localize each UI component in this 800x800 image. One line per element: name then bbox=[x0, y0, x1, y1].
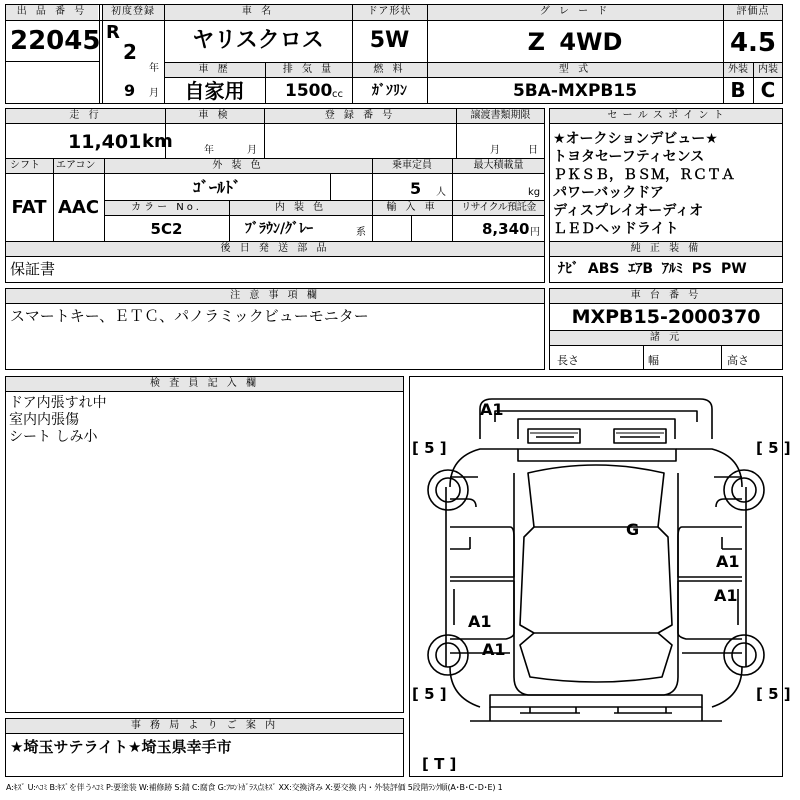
first-reg-label: 初度登録 bbox=[111, 6, 155, 17]
equipment: ﾅﾋﾞ ABS ｴｱB ｱﾙﾐ PS PW bbox=[558, 261, 747, 277]
damage-left-rear-quarter: A1 bbox=[482, 640, 506, 659]
model: 5BA-MXPB15 bbox=[512, 81, 638, 101]
damage-right-rear-door: A1 bbox=[714, 586, 738, 605]
exterior-grade: B bbox=[730, 78, 746, 102]
fuel: ｶﾞｿﾘﾝ bbox=[372, 83, 407, 99]
damage-diagram bbox=[409, 376, 791, 777]
km-unit: km bbox=[142, 131, 173, 152]
sales-point-3: ＰＫＳＢ，ＢＳＭ，ＲＣＴＡ bbox=[553, 167, 735, 183]
door-label: ドア形状 bbox=[367, 6, 412, 17]
interior-label: 内装 bbox=[758, 64, 778, 75]
reg-no-label: 登 録 番 号 bbox=[324, 110, 396, 121]
transfer-month-unit: 月 bbox=[490, 145, 500, 156]
body-right-side bbox=[676, 449, 746, 707]
notes-label: 注 意 事 項 欄 bbox=[230, 290, 320, 301]
trunk-panel bbox=[490, 695, 702, 707]
recycle-label: リサイクル預託金 bbox=[461, 202, 536, 213]
month-unit: 月 bbox=[149, 88, 159, 99]
legend-footer: A:ｷｽﾞ U:ﾍｺﾐ B:ｷｽﾞを伴うﾍｺﾐ P:要塗装 W:補修跡 S:錆 C:腐食 G:ﾌﾛﾝﾄｶﾞﾗｽ点ｷｽﾞ XX:交換済み X:要交換 内・外装評価 5段階ﾗﾝｸ順(A･B･C･D･E) 1 bbox=[6, 783, 503, 792]
width-label: 幅 bbox=[648, 354, 659, 367]
capacity: 5 bbox=[410, 179, 422, 198]
headlight-right-shape bbox=[614, 429, 666, 443]
mileage-label: 走 行 bbox=[69, 110, 102, 121]
person-unit: 人 bbox=[436, 187, 446, 198]
roof-panel bbox=[520, 527, 672, 633]
import-label: 輸 入 車 bbox=[386, 202, 438, 213]
chassis-label: 車 台 番 号 bbox=[630, 290, 702, 301]
office-text: ★埼玉サテライト★埼玉県幸手市 bbox=[10, 738, 232, 756]
reg-year: 2 bbox=[123, 40, 137, 64]
model-label: 型 式 bbox=[558, 64, 592, 75]
sales-point-2: トヨタセーフティセンス bbox=[553, 149, 705, 165]
lot-number-label: 出 品 番 号 bbox=[16, 6, 88, 17]
kg-unit: kg bbox=[528, 187, 541, 198]
damage-front-bumper: A1 bbox=[480, 400, 504, 419]
grade-label: グ レ ー ド bbox=[539, 6, 611, 17]
shift: FAT bbox=[11, 197, 47, 218]
car-name-label: 車 名 bbox=[241, 6, 275, 17]
fuel-label: 燃 料 bbox=[373, 64, 406, 75]
score-label: 評価点 bbox=[736, 6, 770, 17]
int-color-label: 内 装 色 bbox=[274, 202, 327, 213]
length-label: 長さ bbox=[557, 354, 579, 367]
tire-front-left-grade: [ 5 ] bbox=[412, 439, 447, 457]
damage-roof: G bbox=[626, 520, 640, 539]
damage-right-front-door: A1 bbox=[716, 552, 740, 571]
tire-rear-right-grade: [ 5 ] bbox=[756, 685, 791, 703]
transfer-label: 譲渡書類期限 bbox=[470, 110, 531, 121]
inspector-label: 検 査 員 記 入 欄 bbox=[150, 378, 259, 389]
interior-grade: C bbox=[760, 78, 776, 102]
chassis-number: MXPB15-2000370 bbox=[571, 306, 761, 328]
tire-front-right-grade: [ 5 ] bbox=[756, 439, 791, 457]
sales-point-1: ★オークションデビュー★ bbox=[553, 131, 718, 147]
tire-rear-right-shape bbox=[724, 635, 764, 675]
tire-rear-left-grade: [ 5 ] bbox=[412, 685, 447, 703]
color-no: 5C2 bbox=[150, 220, 183, 238]
sales-point-5: ディスプレイオーディオ bbox=[553, 203, 704, 219]
hood-panel bbox=[518, 449, 676, 461]
dims-label: 諸 元 bbox=[649, 332, 683, 343]
rear-window-panel bbox=[520, 633, 672, 682]
year-unit: 年 bbox=[149, 63, 159, 74]
damage-left-rear-door: A1 bbox=[468, 612, 492, 631]
notes-text: スマートキー、ＥＴＣ、パノラミックビューモニター bbox=[10, 307, 369, 325]
era: R bbox=[106, 22, 120, 43]
sales-points-label: セ ー ル ス ポ イ ン ト bbox=[607, 110, 725, 121]
office-label: 事 務 局 よ り ご 案 内 bbox=[130, 720, 279, 731]
door-type: 5W bbox=[369, 28, 410, 53]
windshield-panel bbox=[528, 465, 664, 527]
equipment-label: 純 正 装 備 bbox=[630, 243, 702, 254]
car-name: ヤリスクロス bbox=[192, 28, 324, 53]
recycle: 8,340 bbox=[482, 220, 530, 238]
left-front-door-panel bbox=[450, 527, 514, 577]
displacement: 1500 bbox=[285, 81, 333, 101]
color-no-label: カラー No. bbox=[131, 202, 202, 213]
aircon: AAC bbox=[57, 197, 100, 218]
reg-month: 9 bbox=[124, 81, 136, 100]
series-unit: 系 bbox=[356, 227, 366, 238]
inspection-month-unit: 月 bbox=[247, 145, 257, 156]
lot-number: 22045 bbox=[10, 26, 101, 56]
headlight-left-shape bbox=[528, 429, 580, 443]
inspector-line-2: 室内内張傷 bbox=[9, 412, 79, 428]
inspector-line-1: ドア内張すれ中 bbox=[9, 395, 107, 411]
interior-color: ﾌﾞﾗｳﾝ/ｸﾞﾚｰ bbox=[245, 221, 314, 237]
inspection-year-unit: 年 bbox=[204, 145, 214, 156]
exterior-color: ｺﾞｰﾙﾄﾞ bbox=[192, 178, 241, 197]
aircon-label: エアコン bbox=[56, 160, 96, 171]
inspection-label: 車 検 bbox=[198, 110, 231, 121]
tire-rear-left-shape bbox=[428, 635, 468, 675]
later-parts-label: 後 日 発 送 部 品 bbox=[220, 243, 330, 254]
later-parts: 保証書 bbox=[10, 260, 56, 278]
tire-front-left-shape bbox=[428, 470, 468, 510]
height-label: 高さ bbox=[727, 354, 749, 367]
cc-unit: cc bbox=[332, 89, 343, 100]
body-left-side bbox=[446, 449, 518, 707]
grade: Z 4WD bbox=[527, 28, 623, 56]
yen-unit: 円 bbox=[530, 227, 540, 238]
load-label: 最大積載量 bbox=[473, 160, 524, 171]
sales-point-4: パワーバックドア bbox=[553, 185, 664, 201]
history-label: 車 歴 bbox=[198, 64, 231, 75]
tire-front-right-shape bbox=[724, 470, 764, 510]
mileage: 11,401 bbox=[68, 131, 142, 153]
shift-label: シフト bbox=[10, 160, 40, 171]
transfer-day-unit: 日 bbox=[528, 145, 538, 156]
spare-tire-mark: [ T ] bbox=[422, 755, 457, 773]
inspector-line-3: シート しみ小 bbox=[9, 429, 98, 445]
score: 4.5 bbox=[729, 28, 777, 58]
sales-point-6: ＬＥＤヘッドライト bbox=[553, 221, 679, 237]
displacement-label: 排 気 量 bbox=[282, 64, 335, 75]
capacity-label: 乗車定員 bbox=[392, 160, 432, 171]
history: 自家用 bbox=[184, 79, 245, 103]
color-label: 外 装 色 bbox=[212, 160, 264, 171]
exterior-label: 外装 bbox=[728, 64, 748, 75]
